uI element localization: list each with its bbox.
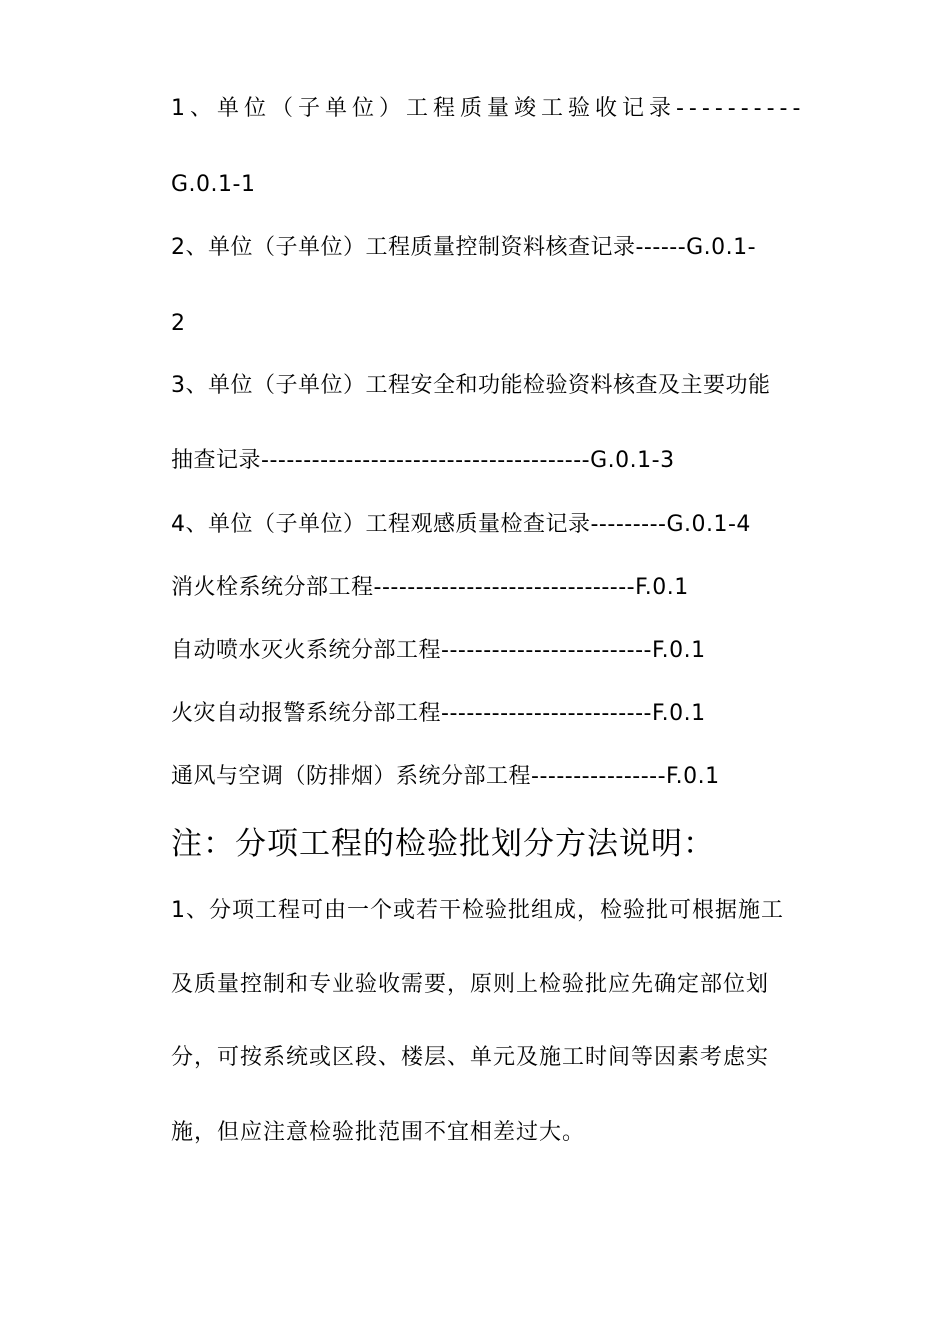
record-2-line-1: 2、单位（子单位）工程质量控制资料核查记录------G.0.1- bbox=[171, 235, 757, 260]
record-3-line-1: 3、单位（子单位）工程安全和功能检验资料核查及主要功能 bbox=[171, 373, 771, 398]
record-3-line-2: 抽查记录---------------------------------------G.0.1-3 bbox=[171, 448, 675, 473]
note-line-1: 1、分项工程可由一个或若干检验批组成，检验批可根据施工 bbox=[171, 898, 784, 923]
subdivision-1: 消火栓系统分部工程-------------------------------F.0.1 bbox=[171, 575, 689, 600]
subdivision-3: 火灾自动报警系统分部工程-------------------------F.0.1 bbox=[171, 701, 706, 726]
note-heading: 注：分项工程的检验批划分方法说明： bbox=[171, 826, 715, 862]
record-1-line-1: 1、单位（子单位）工程质量竣工验收记录---------- bbox=[171, 96, 806, 121]
subdivision-4: 通风与空调（防排烟）系统分部工程----------------F.0.1 bbox=[171, 764, 720, 789]
note-line-4: 施，但应注意检验批范围不宜相差过大。 bbox=[171, 1120, 586, 1145]
subdivision-2: 自动喷水灭火系统分部工程-------------------------F.0.1 bbox=[171, 638, 706, 663]
record-2-line-2: 2 bbox=[171, 311, 186, 336]
record-4-line-1: 4、单位（子单位）工程观感质量检查记录---------G.0.1-4 bbox=[171, 512, 751, 537]
record-1-line-2: G.0.1-1 bbox=[171, 172, 256, 197]
note-line-3: 分，可按系统或区段、楼层、单元及施工时间等因素考虑实 bbox=[171, 1045, 770, 1070]
note-line-2: 及质量控制和专业验收需要，原则上检验批应先确定部位划 bbox=[171, 972, 770, 997]
